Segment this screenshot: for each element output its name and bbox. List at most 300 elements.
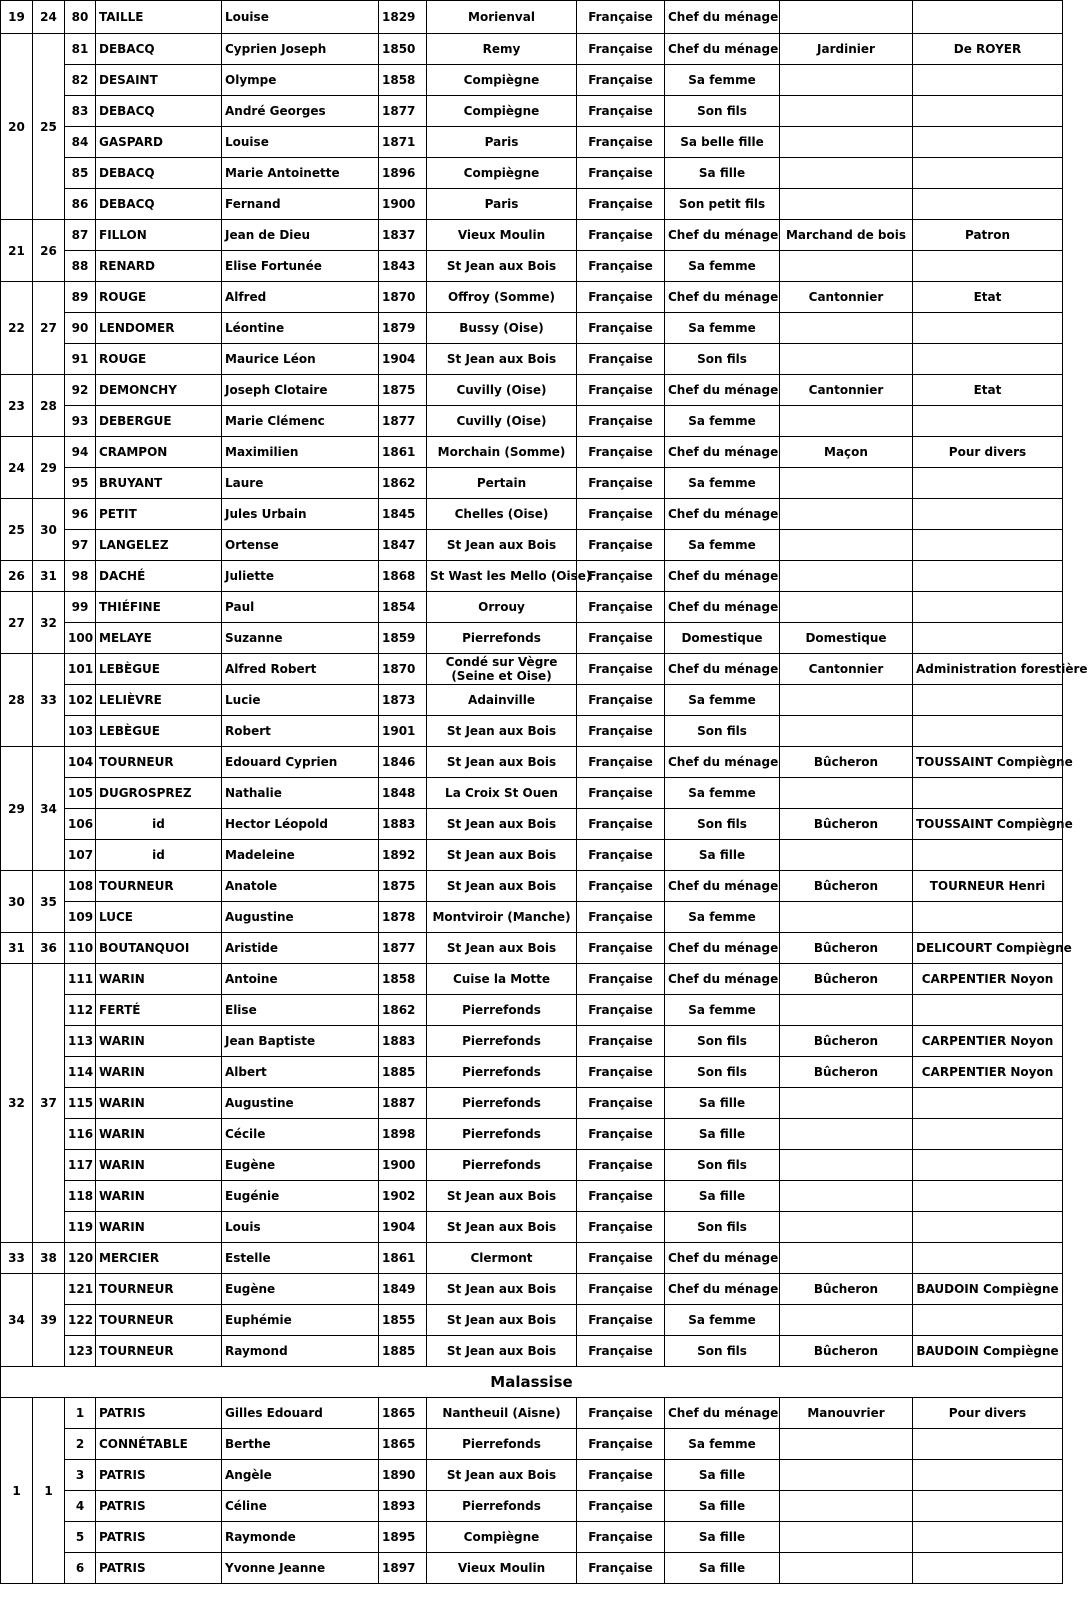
profession — [780, 1243, 913, 1274]
surname: LUCE — [96, 902, 222, 933]
household-number: 27 — [1, 592, 33, 654]
employer — [913, 902, 1063, 933]
surname: CRAMPON — [96, 437, 222, 468]
birth-year: 1854 — [379, 592, 427, 623]
surname: DEBACQ — [96, 189, 222, 220]
table-row — [1, 96, 1063, 127]
given-name: Eugénie — [222, 1181, 379, 1212]
surname: TOURNEUR — [96, 1305, 222, 1336]
household-number: 30 — [1, 871, 33, 933]
profession — [780, 1553, 913, 1584]
surname: LANGELEZ — [96, 530, 222, 561]
profession — [780, 344, 913, 375]
table-row — [1, 561, 1063, 592]
birth-year: 1873 — [379, 685, 427, 716]
table-row — [1, 1181, 1063, 1212]
person-number: 118 — [65, 1181, 96, 1212]
given-name: Albert — [222, 1057, 379, 1088]
surname: ROUGE — [96, 344, 222, 375]
nationality: Française — [577, 375, 665, 406]
profession — [780, 251, 913, 282]
nationality: Française — [577, 995, 665, 1026]
table-row — [1, 1057, 1063, 1088]
person-number: 94 — [65, 437, 96, 468]
table-row — [1, 592, 1063, 623]
household-role: Chef du ménage — [665, 747, 780, 778]
household-role: Sa belle fille — [665, 127, 780, 158]
employer — [913, 1, 1063, 34]
nationality: Française — [577, 840, 665, 871]
nationality: Française — [577, 344, 665, 375]
nationality: Française — [577, 1522, 665, 1553]
profession: Jardinier — [780, 34, 913, 65]
nationality: Française — [577, 716, 665, 747]
employer — [913, 158, 1063, 189]
nationality: Française — [577, 499, 665, 530]
given-name: André Georges — [222, 96, 379, 127]
profession: Cantonnier — [780, 282, 913, 313]
nationality: Française — [577, 964, 665, 995]
profession: Bûcheron — [780, 1274, 913, 1305]
birthplace: Pierrefonds — [427, 1150, 577, 1181]
given-name: Cécile — [222, 1119, 379, 1150]
table-row — [1, 468, 1063, 499]
profession — [780, 468, 913, 499]
surname: WARIN — [96, 1026, 222, 1057]
given-name: Marie Antoinette — [222, 158, 379, 189]
birth-year: 1829 — [379, 1, 427, 34]
nationality: Française — [577, 158, 665, 189]
given-name: Alfred Robert — [222, 654, 379, 685]
nationality: Française — [577, 809, 665, 840]
employer — [913, 530, 1063, 561]
person-number: 121 — [65, 1274, 96, 1305]
surname: WARIN — [96, 1119, 222, 1150]
birthplace: Chelles (Oise) — [427, 499, 577, 530]
house-number: 27 — [33, 282, 65, 375]
employer — [913, 716, 1063, 747]
household-role: Sa femme — [665, 1429, 780, 1460]
birthplace: Vieux Moulin — [427, 1553, 577, 1584]
profession: Bûcheron — [780, 933, 913, 964]
table-row — [1, 437, 1063, 468]
person-number: 3 — [65, 1460, 96, 1491]
given-name: Berthe — [222, 1429, 379, 1460]
surname: LENDOMER — [96, 313, 222, 344]
nationality: Française — [577, 189, 665, 220]
birthplace: Compiègne — [427, 65, 577, 96]
nationality: Française — [577, 530, 665, 561]
birthplace: Pierrefonds — [427, 1026, 577, 1057]
birthplace: Adainville — [427, 685, 577, 716]
table-row — [1, 1026, 1063, 1057]
nationality: Française — [577, 623, 665, 654]
surname: RENARD — [96, 251, 222, 282]
birthplace: Paris — [427, 127, 577, 158]
table-row — [1, 1243, 1063, 1274]
section-title: Malassise — [1, 1367, 1063, 1398]
employer — [913, 313, 1063, 344]
nationality: Française — [577, 1429, 665, 1460]
household-role: Chef du ménage — [665, 964, 780, 995]
birthplace: St Jean aux Bois — [427, 1212, 577, 1243]
employer: BAUDOIN Compiègne — [913, 1274, 1063, 1305]
person-number: 80 — [65, 1, 96, 34]
table-row — [1, 251, 1063, 282]
birthplace: Pierrefonds — [427, 1491, 577, 1522]
table-row — [1, 1522, 1063, 1553]
house-number: 31 — [33, 561, 65, 592]
given-name: Paul — [222, 592, 379, 623]
surname: DEBACQ — [96, 34, 222, 65]
surname: id — [96, 809, 222, 840]
section-header-row — [1, 1367, 1063, 1398]
household-role: Son fils — [665, 96, 780, 127]
birth-year: 1865 — [379, 1398, 427, 1429]
table-row — [1, 1553, 1063, 1584]
table-row — [1, 1274, 1063, 1305]
employer — [913, 1460, 1063, 1491]
given-name: Estelle — [222, 1243, 379, 1274]
table-row — [1, 1336, 1063, 1367]
birthplace: St Wast les Mello (Oise) — [427, 561, 577, 592]
table-row — [1, 1429, 1063, 1460]
surname: TOURNEUR — [96, 747, 222, 778]
profession: Bûcheron — [780, 964, 913, 995]
table-row — [1, 189, 1063, 220]
household-role: Chef du ménage — [665, 1, 780, 34]
household-role: Sa fille — [665, 1553, 780, 1584]
house-number: 38 — [33, 1243, 65, 1274]
given-name: Marie Clémenc — [222, 406, 379, 437]
profession — [780, 1491, 913, 1522]
table-row — [1, 809, 1063, 840]
employer — [913, 840, 1063, 871]
profession — [780, 685, 913, 716]
employer — [913, 561, 1063, 592]
employer: TOUSSAINT Compiègne — [913, 747, 1063, 778]
employer: Pour divers — [913, 1398, 1063, 1429]
birth-year: 1870 — [379, 282, 427, 313]
table-row — [1, 282, 1063, 313]
profession — [780, 716, 913, 747]
table-row — [1, 902, 1063, 933]
table-row — [1, 1491, 1063, 1522]
employer — [913, 1429, 1063, 1460]
household-role: Chef du ménage — [665, 34, 780, 65]
person-number: 114 — [65, 1057, 96, 1088]
table-row — [1, 1398, 1063, 1429]
birth-year: 1855 — [379, 1305, 427, 1336]
table-row — [1, 1305, 1063, 1336]
birthplace: Vieux Moulin — [427, 220, 577, 251]
given-name: Elise Fortunée — [222, 251, 379, 282]
birthplace: Cuvilly (Oise) — [427, 406, 577, 437]
table-row — [1, 995, 1063, 1026]
profession — [780, 1, 913, 34]
birthplace: St Jean aux Bois — [427, 809, 577, 840]
profession — [780, 189, 913, 220]
given-name: Louise — [222, 1, 379, 34]
given-name: Léontine — [222, 313, 379, 344]
employer — [913, 1212, 1063, 1243]
employer — [913, 1305, 1063, 1336]
profession — [780, 96, 913, 127]
person-number: 103 — [65, 716, 96, 747]
given-name: Maurice Léon — [222, 344, 379, 375]
household-role: Chef du ménage — [665, 1398, 780, 1429]
surname: GASPARD — [96, 127, 222, 158]
nationality: Française — [577, 96, 665, 127]
employer — [913, 406, 1063, 437]
given-name: Jean Baptiste — [222, 1026, 379, 1057]
profession — [780, 499, 913, 530]
nationality: Française — [577, 1181, 665, 1212]
person-number: 87 — [65, 220, 96, 251]
household-role: Chef du ménage — [665, 1243, 780, 1274]
employer: DELICOURT Compiègne — [913, 933, 1063, 964]
table-row — [1, 158, 1063, 189]
birth-year: 1859 — [379, 623, 427, 654]
table-row — [1, 406, 1063, 437]
person-number: 101 — [65, 654, 96, 685]
birth-year: 1861 — [379, 1243, 427, 1274]
birth-year: 1858 — [379, 65, 427, 96]
table-row — [1, 840, 1063, 871]
person-number: 97 — [65, 530, 96, 561]
given-name: Laure — [222, 468, 379, 499]
birth-year: 1895 — [379, 1522, 427, 1553]
birth-year: 1847 — [379, 530, 427, 561]
employer: Pour divers — [913, 437, 1063, 468]
given-name: Suzanne — [222, 623, 379, 654]
household-role: Sa femme — [665, 406, 780, 437]
birthplace: Pierrefonds — [427, 1429, 577, 1460]
household-role: Sa fille — [665, 1522, 780, 1553]
person-number: 120 — [65, 1243, 96, 1274]
birthplace: St Jean aux Bois — [427, 871, 577, 902]
surname: MELAYE — [96, 623, 222, 654]
house-number: 33 — [33, 654, 65, 747]
birth-year: 1858 — [379, 964, 427, 995]
given-name: Eugène — [222, 1150, 379, 1181]
profession: Bûcheron — [780, 871, 913, 902]
given-name: Angèle — [222, 1460, 379, 1491]
employer — [913, 65, 1063, 96]
given-name: Lucie — [222, 685, 379, 716]
table-row — [1, 375, 1063, 406]
birth-year: 1868 — [379, 561, 427, 592]
house-number: 30 — [33, 499, 65, 561]
household-role: Sa femme — [665, 65, 780, 96]
household-role: Son fils — [665, 1150, 780, 1181]
birth-year: 1901 — [379, 716, 427, 747]
household-role: Sa fille — [665, 1491, 780, 1522]
birthplace: St Jean aux Bois — [427, 933, 577, 964]
table-row — [1, 747, 1063, 778]
surname: TOURNEUR — [96, 1274, 222, 1305]
nationality: Française — [577, 1150, 665, 1181]
birth-year: 1883 — [379, 809, 427, 840]
birth-year: 1890 — [379, 1460, 427, 1491]
employer — [913, 1491, 1063, 1522]
person-number: 90 — [65, 313, 96, 344]
census-body — [1, 1, 1088, 1584]
profession — [780, 65, 913, 96]
person-number: 1 — [65, 1398, 96, 1429]
employer — [913, 592, 1063, 623]
surname: WARIN — [96, 1181, 222, 1212]
employer: Administration forestière — [913, 654, 1063, 685]
birthplace: St Jean aux Bois — [427, 1460, 577, 1491]
person-number: 109 — [65, 902, 96, 933]
profession — [780, 1088, 913, 1119]
birth-year: 1865 — [379, 1429, 427, 1460]
household-role: Chef du ménage — [665, 871, 780, 902]
nationality: Française — [577, 220, 665, 251]
surname: TOURNEUR — [96, 871, 222, 902]
surname: PATRIS — [96, 1460, 222, 1491]
surname: PATRIS — [96, 1553, 222, 1584]
employer: BAUDOIN Compiègne — [913, 1336, 1063, 1367]
surname: TOURNEUR — [96, 1336, 222, 1367]
table-row — [1, 127, 1063, 158]
profession — [780, 592, 913, 623]
profession — [780, 127, 913, 158]
birthplace: Condé sur Vègre (Seine et Oise) — [427, 654, 577, 685]
given-name: Fernand — [222, 189, 379, 220]
nationality: Française — [577, 127, 665, 158]
profession: Marchand de bois — [780, 220, 913, 251]
given-name: Antoine — [222, 964, 379, 995]
birth-year: 1902 — [379, 1181, 427, 1212]
surname: DUGROSPREZ — [96, 778, 222, 809]
birth-year: 1870 — [379, 654, 427, 685]
given-name: Nathalie — [222, 778, 379, 809]
profession — [780, 778, 913, 809]
given-name: Madeleine — [222, 840, 379, 871]
household-number: 29 — [1, 747, 33, 871]
household-role: Son fils — [665, 809, 780, 840]
employer — [913, 96, 1063, 127]
household-role: Sa fille — [665, 1181, 780, 1212]
surname: DESAINT — [96, 65, 222, 96]
person-number: 100 — [65, 623, 96, 654]
given-name: Eugène — [222, 1274, 379, 1305]
household-role: Sa fille — [665, 1460, 780, 1491]
given-name: Gilles Edouard — [222, 1398, 379, 1429]
surname: DEBERGUE — [96, 406, 222, 437]
employer: Etat — [913, 282, 1063, 313]
birth-year: 1843 — [379, 251, 427, 282]
household-role: Sa femme — [665, 530, 780, 561]
birthplace: Clermont — [427, 1243, 577, 1274]
person-number: 105 — [65, 778, 96, 809]
birthplace: Paris — [427, 189, 577, 220]
table-row — [1, 1088, 1063, 1119]
person-number: 110 — [65, 933, 96, 964]
nationality: Française — [577, 1336, 665, 1367]
surname: LELIÈVRE — [96, 685, 222, 716]
birthplace: Remy — [427, 34, 577, 65]
surname: id — [96, 840, 222, 871]
birth-year: 1875 — [379, 375, 427, 406]
table-row — [1, 654, 1063, 685]
given-name: Augustine — [222, 1088, 379, 1119]
birth-year: 1862 — [379, 995, 427, 1026]
surname: WARIN — [96, 964, 222, 995]
employer — [913, 1522, 1063, 1553]
person-number: 6 — [65, 1553, 96, 1584]
nationality: Française — [577, 1491, 665, 1522]
given-name: Céline — [222, 1491, 379, 1522]
household-role: Sa femme — [665, 1305, 780, 1336]
profession — [780, 561, 913, 592]
birth-year: 1875 — [379, 871, 427, 902]
surname: LEBÈGUE — [96, 716, 222, 747]
household-number: 32 — [1, 964, 33, 1243]
nationality: Française — [577, 778, 665, 809]
given-name: Raymond — [222, 1336, 379, 1367]
employer — [913, 1119, 1063, 1150]
person-number: 83 — [65, 96, 96, 127]
birth-year: 1849 — [379, 1274, 427, 1305]
nationality: Française — [577, 654, 665, 685]
birthplace: St Jean aux Bois — [427, 251, 577, 282]
birthplace: Montviroir (Manche) — [427, 902, 577, 933]
household-number: 21 — [1, 220, 33, 282]
birthplace: La Croix St Ouen — [427, 778, 577, 809]
person-number: 88 — [65, 251, 96, 282]
profession: Domestique — [780, 623, 913, 654]
profession — [780, 1150, 913, 1181]
person-number: 106 — [65, 809, 96, 840]
employer — [913, 1553, 1063, 1584]
employer — [913, 1088, 1063, 1119]
table-row — [1, 65, 1063, 96]
profession — [780, 840, 913, 871]
birthplace: St Jean aux Bois — [427, 1305, 577, 1336]
surname: PETIT — [96, 499, 222, 530]
birthplace: Pierrefonds — [427, 995, 577, 1026]
profession — [780, 1181, 913, 1212]
given-name: Juliette — [222, 561, 379, 592]
profession: Cantonnier — [780, 654, 913, 685]
profession — [780, 1460, 913, 1491]
table-row — [1, 499, 1063, 530]
given-name: Alfred — [222, 282, 379, 313]
surname: CONNÉTABLE — [96, 1429, 222, 1460]
household-role: Sa femme — [665, 313, 780, 344]
birthplace: Compiègne — [427, 96, 577, 127]
profession — [780, 902, 913, 933]
profession: Cantonnier — [780, 375, 913, 406]
surname: MERCIER — [96, 1243, 222, 1274]
birthplace: Cuvilly (Oise) — [427, 375, 577, 406]
birthplace: Pierrefonds — [427, 1119, 577, 1150]
table-row — [1, 964, 1063, 995]
household-number: 22 — [1, 282, 33, 375]
birthplace: Pierrefonds — [427, 1057, 577, 1088]
household-role: Domestique — [665, 623, 780, 654]
household-role: Sa femme — [665, 995, 780, 1026]
table-row — [1, 34, 1063, 65]
person-number: 85 — [65, 158, 96, 189]
employer: Patron — [913, 220, 1063, 251]
household-role: Chef du ménage — [665, 437, 780, 468]
person-number: 86 — [65, 189, 96, 220]
person-number: 104 — [65, 747, 96, 778]
